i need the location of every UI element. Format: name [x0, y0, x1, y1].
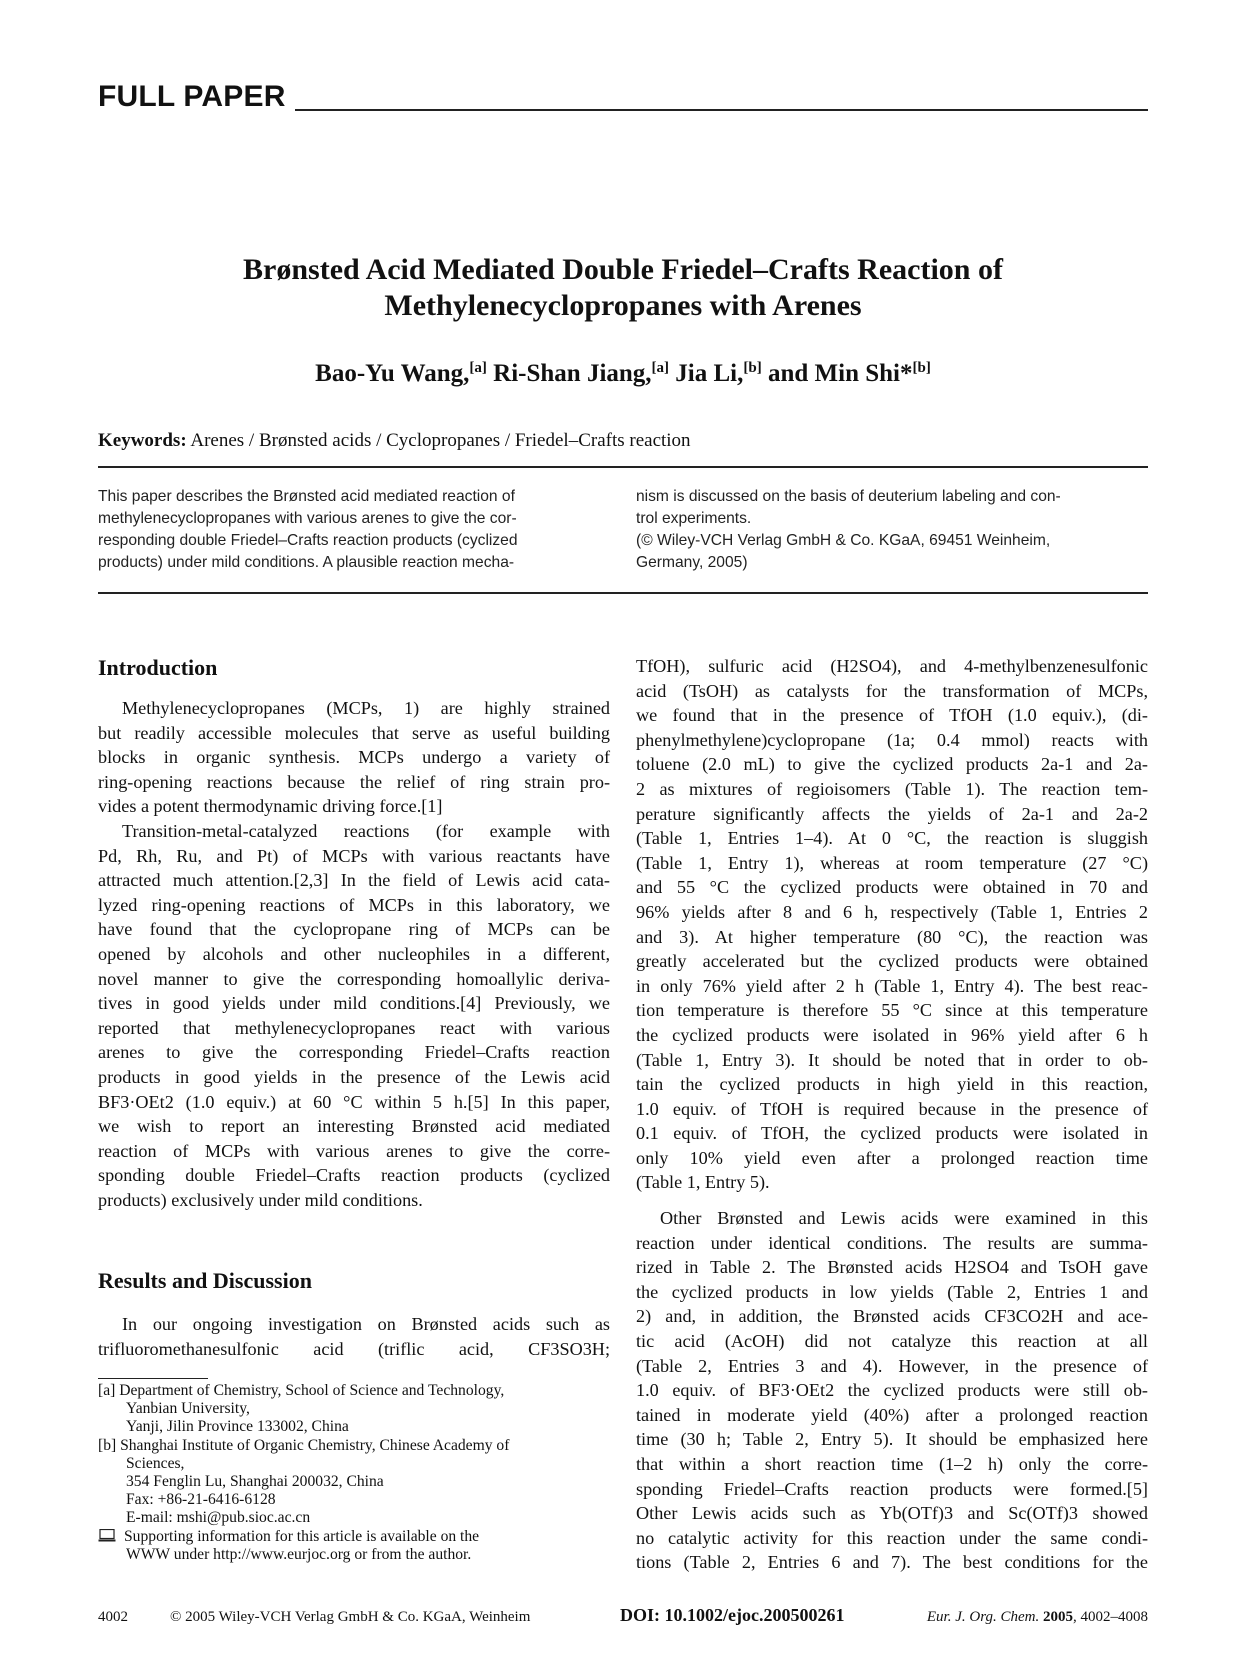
page-number: 4002 [98, 1609, 128, 1625]
abstract-line: responding double Friedel–Crafts reaction products (cyclized [98, 532, 518, 549]
text-line: novel manner to give the corresponding homoallylic deriva- [98, 968, 610, 989]
text-line: phenylmethylene)cyclopropane (1a; 0.4 mmol) reacts with [636, 729, 1148, 750]
footnote-line: Yanji, Jilin Province 133002, China [126, 1418, 349, 1436]
intro-paragraph-1 [98, 696, 610, 819]
text-line: in only 76% yield after 2 h (Table 1, Entry 4). The best reac- [636, 975, 1148, 996]
text-line: products in good yields in the presence of the Lewis acid [98, 1066, 610, 1087]
page-footer [98, 1606, 1148, 1630]
text-line: Methylenecyclopropanes (MCPs, 1) are highly strained [122, 698, 610, 718]
abstract-line: nism is discussed on the basis of deuterium labeling and con- [636, 488, 1061, 505]
left-column [98, 654, 610, 1359]
text-line: vides a potent thermodynamic driving force.[1] [98, 796, 443, 817]
text-line: ring-opening reactions because the relief of ring strain pro- [98, 771, 610, 792]
footnote-line: Supporting information for this article is available on the [124, 1527, 480, 1545]
text-line: Other Lewis acids such as Yb(OTf)3 and Sc(OTf)3 showed [636, 1503, 1148, 1524]
affiliation-mark: [a] [469, 360, 487, 376]
title-line: Methylenecyclopropanes with Arenes [384, 289, 862, 322]
computer-icon [98, 1529, 116, 1542]
text-line: lyzed ring-opening reactions of MCPs in this laboratory, we [98, 894, 610, 915]
section-label: FULL PAPER [98, 80, 286, 113]
affiliation-mark: [a] [651, 360, 670, 376]
text-line: reported that methylenecyclopropanes react with various [98, 1017, 610, 1038]
abstract-line: (© Wiley-VCH Verlag GmbH & Co. KGaA, 69451 Weinheim, [636, 532, 1051, 549]
footnote-line: Sciences, [126, 1454, 185, 1472]
text-line: trifluoromethanesulfonic acid (triflic acid, CF3SO3H; [98, 1338, 610, 1359]
footnote-line: E-mail: mshi@pub.sioc.ac.cn [126, 1509, 311, 1527]
footnote-rule [98, 1378, 208, 1379]
abstract-line: methylenecyclopropanes with various arenes to give the cor- [98, 510, 517, 527]
footnote-line: Yanbian University, [126, 1400, 250, 1418]
results-paragraph-1 [98, 1312, 610, 1361]
affiliation-mark: [b] [743, 360, 762, 376]
journal-name: Eur. J. Org. Chem. [926, 1609, 1040, 1625]
text-line: greatly accelerated but the cyclized products were obtained [636, 951, 1148, 972]
text-line: tained in moderate yield (40%) after a prolonged reaction [636, 1404, 1148, 1425]
author-name: Ri-Shan Jiang, [486, 360, 652, 387]
footnote-line: [a] Department of Chemistry, School of Science and Technology, [98, 1382, 505, 1399]
footnote-affiliation-a [98, 1382, 610, 1437]
abstract-right [636, 486, 1148, 574]
author-name: and Min Shi* [761, 360, 913, 387]
footnote-line: 354 Fenglin Lu, Shanghai 200032, China [126, 1473, 384, 1491]
text-line: 1.0 equiv. of BF3·OEt2 the cyclized products were still ob- [636, 1380, 1148, 1401]
text-line: tic acid (AcOH) did not catalyze this reaction at all [636, 1330, 1148, 1351]
keywords [98, 428, 1148, 454]
text-line: toluene (2.0 mL) to give the cyclized products 2a-1 and 2a- [636, 754, 1148, 775]
text-line: the cyclized products were isolated in 96% yield after 6 h [636, 1024, 1148, 1045]
text-line: 96% yields after 8 and 6 h, respectively (Table 1, Entries 2 [636, 901, 1148, 922]
abstract-line: This paper describes the Brønsted acid mediated reaction of [98, 488, 515, 505]
text-line: opened by alcohols and other nucleophiles in a different, [98, 943, 610, 964]
text-line: 2) and, in addition, the Brønsted acids CF3CO2H and ace- [636, 1306, 1148, 1327]
results-paragraph-3 [636, 1206, 1148, 1575]
text-line: perature significantly affects the yields of 2a-1 and 2a-2 [636, 803, 1148, 824]
text-line: tain the cyclized products in high yield in this reaction, [636, 1074, 1148, 1095]
abstract-line: products) under mild conditions. A plausible reaction mecha- [98, 554, 515, 571]
abstract-bottom-rule [98, 592, 1148, 594]
doi: DOI: 10.1002/ejoc.200500261 [620, 1605, 845, 1625]
paper-title [98, 252, 1148, 324]
text-line: we wish to report an interesting Brønsted acid mediated [98, 1116, 610, 1137]
text-line: products) exclusively under mild conditions. [98, 1189, 423, 1210]
text-line: 2 as mixtures of regioisomers (Table 1). The reaction tem- [636, 778, 1148, 799]
affiliation-mark: [b] [912, 360, 931, 376]
keywords-label: Keywords: [98, 430, 187, 451]
intro-paragraph-2 [98, 819, 610, 1213]
text-line: Transition-metal-catalyzed reactions (for example with [122, 821, 610, 841]
text-line: time (30 h; Table 2, Entry 5). It should be emphasized here [636, 1429, 1148, 1450]
text-line: BF3·OEt2 (1.0 equiv.) at 60 °C within 5 h.[5] In this paper, [98, 1091, 610, 1112]
text-line: and 3). At higher temperature (80 °C), the reaction was [636, 926, 1148, 947]
text-line: reaction under identical conditions. The results are summa- [636, 1232, 1148, 1253]
text-line: Other Brønsted and Lewis acids were examined in this [660, 1208, 1148, 1228]
abstract-line: Germany, 2005) [636, 554, 748, 571]
header-rule [295, 109, 1148, 111]
footnote-affiliation-b [98, 1437, 610, 1528]
text-line: and 55 °C the cyclized products were obtained in 70 and [636, 877, 1148, 898]
text-line: In our ongoing investigation on Brønsted acids such as [122, 1314, 610, 1334]
text-line: no catalytic activity for this reaction under the same condi- [636, 1527, 1148, 1548]
journal-year: 2005 [1043, 1609, 1073, 1625]
text-line: we found that in the presence of TfOH (1.0 equiv.), (di- [636, 705, 1148, 726]
text-line: 0.1 equiv. of TfOH, the cyclized products were isolated in [636, 1123, 1148, 1144]
text-line: reaction of MCPs with various arenes to give the corre- [98, 1140, 610, 1161]
text-line: acid (TsOH) as catalysts for the transformation of MCPs, [636, 680, 1148, 701]
text-line: (Table 1, Entry 3). It should be noted that in order to ob- [636, 1049, 1148, 1070]
text-line: tions (Table 2, Entries 6 and 7). The best conditions for the [636, 1552, 1148, 1573]
text-line: the cyclized products in low yields (Table 2, Entries 1 and [636, 1281, 1148, 1302]
text-line: tion temperature is therefore 55 °C since at this temperature [636, 1000, 1148, 1021]
abstract-left [98, 486, 610, 574]
page-header [98, 76, 1148, 118]
results-paragraph-2 [636, 654, 1148, 1195]
text-line: only 10% yield even after a prolonged reaction time [636, 1147, 1148, 1168]
footnote-line: [b] Shanghai Institute of Organic Chemistry, Chinese Academy of [98, 1436, 510, 1454]
text-line: TfOH), sulfuric acid (H2SO4), and 4-methylbenzenesulfonic [636, 656, 1148, 676]
text-line: (Table 1, Entries 1–4). At 0 °C, the reaction is sluggish [636, 828, 1148, 849]
text-line: (Table 1, Entry 5). [636, 1172, 770, 1193]
text-line: blocks in organic synthesis. MCPs undergo a variety of [98, 747, 610, 768]
abstract-top-rule [98, 466, 1148, 468]
keywords-text: Arenes / Brønsted acids / Cyclopropanes / Friedel–Crafts reaction [186, 430, 691, 451]
section-heading-results: Results and Discussion [98, 1268, 312, 1293]
title-line: Brønsted Acid Mediated Double Friedel–Crafts Reaction of [243, 253, 1003, 286]
copyright: © 2005 Wiley-VCH Verlag GmbH & Co. KGaA, Weinheim [170, 1609, 531, 1625]
text-line: rized in Table 2. The Brønsted acids H2SO4 and TsOH gave [636, 1257, 1148, 1278]
text-line: (Table 2, Entries 3 and 4). However, in the presence of [636, 1355, 1148, 1376]
footnote-line: Fax: +86-21-6416-6128 [126, 1491, 276, 1509]
right-column [636, 654, 1148, 1573]
abstract-line: trol experiments. [636, 510, 752, 527]
text-line: that within a short reaction time (1–2 h) only the corre- [636, 1453, 1148, 1474]
author-list [98, 358, 1148, 390]
author-name: Bao-Yu Wang, [315, 360, 470, 387]
text-line: but readily accessible molecules that serve as useful building [98, 722, 610, 743]
text-line: (Table 1, Entry 1), whereas at room temperature (27 °C) [636, 852, 1148, 873]
section-heading-introduction: Introduction [98, 655, 218, 680]
footnote-line: WWW under http://www.eurjoc.org or from the author. [126, 1545, 472, 1563]
text-line: arenes to give the corresponding Friedel–Crafts reaction [98, 1042, 610, 1063]
author-name: Jia Li, [669, 360, 744, 387]
footnotes [98, 1382, 610, 1564]
text-line: sponding double Friedel–Crafts reaction products (cyclized [98, 1165, 610, 1186]
journal-pages: , 4002–4008 [1073, 1609, 1148, 1625]
text-line: have found that the cyclopropane ring of MCPs can be [98, 919, 610, 940]
text-line: Pd, Rh, Ru, and Pt) of MCPs with various reactants have [98, 845, 610, 866]
footnote-supporting-info [98, 1528, 610, 1564]
text-line: 1.0 equiv. of TfOH is required because in the presence of [636, 1098, 1148, 1119]
journal-citation [927, 1606, 1148, 1628]
text-line: tives in good yields under mild conditions.[4] Previously, we [98, 993, 610, 1014]
text-line: sponding Friedel–Crafts reaction products were formed.[5] [636, 1478, 1148, 1499]
text-line: attracted much attention.[2,3] In the field of Lewis acid cata- [98, 870, 610, 891]
